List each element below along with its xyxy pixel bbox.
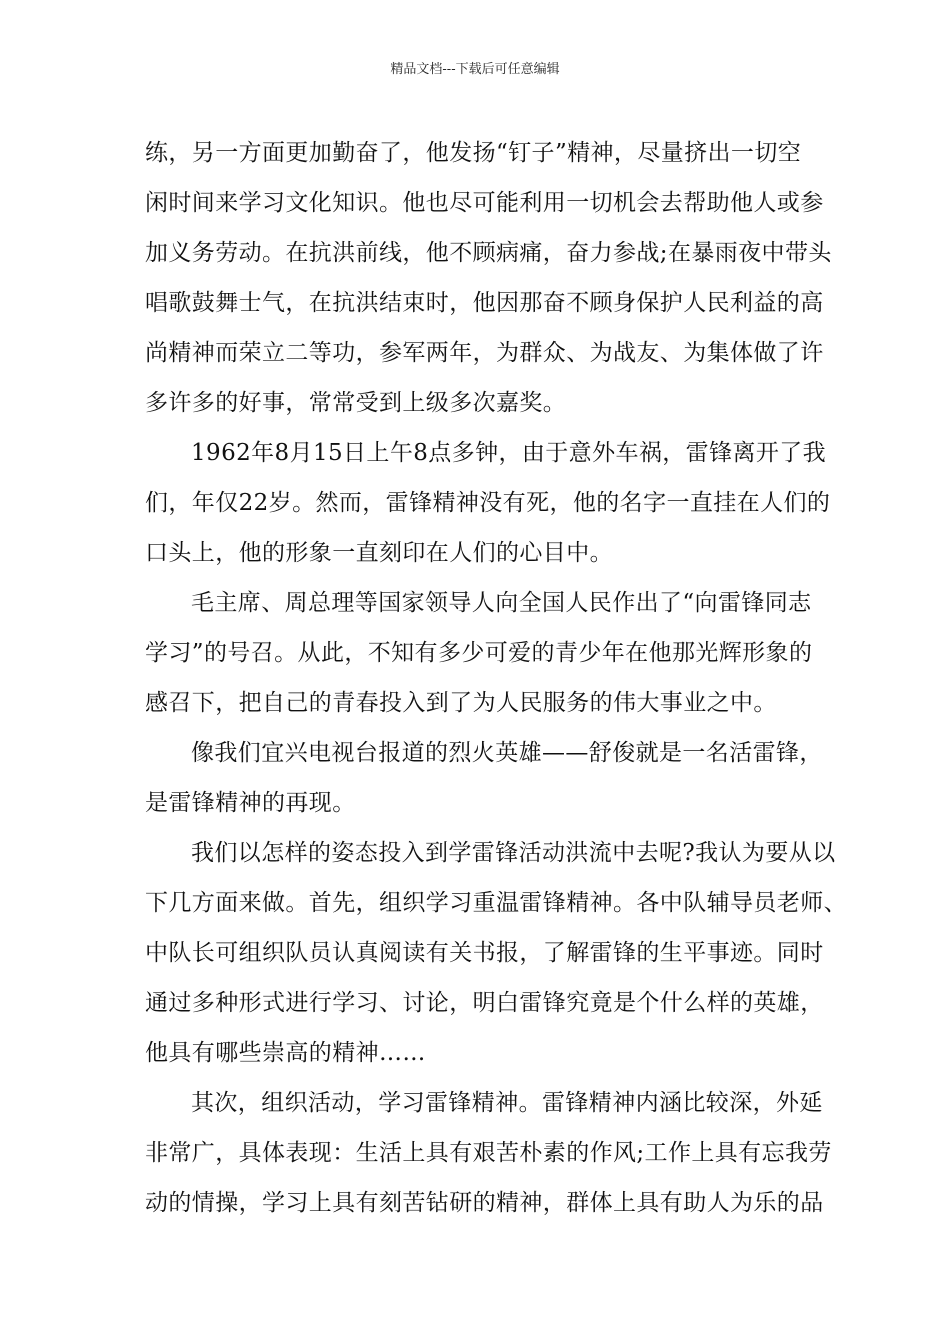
- body-text: [145, 128, 847, 1228]
- text-line: 尚精神而荣立二等功，参军两年，为群众、为战友、为集体做了许: [145, 340, 824, 366]
- text-line: 练，另一方面更加勤奋了，他发扬“钉子”精神，尽量挤出一切空: [145, 140, 802, 166]
- text-line: 是雷锋精神的再现。: [145, 790, 356, 816]
- paragraph-first-line: 毛主席、周总理等国家领导人向全国人民作出了“向雷锋同志: [191, 590, 812, 616]
- paragraph-first-line: 我们以怎样的姿态投入到学雷锋活动洪流中去呢?我认为要从以: [191, 840, 836, 866]
- paragraph-first-line: 1962年8月15日上午8点多钟，由于意外车祸，雷锋离开了我: [191, 440, 827, 466]
- text-line: 非常广，具体表现：生活上具有艰苦朴素的作风;工作上具有忘我劳: [145, 1140, 832, 1166]
- text-line: 多许多的好事，常常受到上级多次嘉奖。: [145, 390, 567, 416]
- paragraph-first-line: 像我们宜兴电视台报道的烈火英雄——舒俊就是一名活雷锋，: [191, 740, 823, 766]
- text-line: 中队长可组织队员认真阅读有关书报，了解雷锋的生平事迹。同时: [145, 940, 824, 966]
- page-header: 精品文档---下载后可任意编辑: [390, 62, 560, 77]
- text-line: 感召下，把自己的青春投入到了为人民服务的伟大事业之中。: [145, 690, 777, 716]
- text-line: 加义务劳动。在抗洪前线，他不顾病痛，奋力参战;在暴雨夜中带头: [145, 240, 832, 266]
- text-line: 们，年仅22岁。然而，雷锋精神没有死，他的名字一直挂在人们的: [145, 490, 831, 516]
- text-line: 他具有哪些崇高的精神……: [145, 1040, 426, 1066]
- text-line: 通过多种形式进行学习、讨论，明白雷锋究竟是个什么样的英雄，: [145, 990, 824, 1016]
- text-line: 动的情操，学习上具有刻苦钻研的精神，群体上具有助人为乐的品: [145, 1190, 824, 1216]
- text-line: 学习”的号召。从此，不知有多少可爱的青少年在他那光辉形象的: [145, 640, 813, 666]
- text-line: 下几方面来做。首先，组织学习重温雷锋精神。各中队辅导员老师、: [145, 890, 847, 916]
- paragraph-first-line: 其次，组织活动，学习雷锋精神。雷锋精神内涵比较深，外延: [191, 1090, 823, 1116]
- text-line: 唱歌鼓舞士气，在抗洪结束时，他因那奋不顾身保护人民利益的高: [145, 290, 824, 316]
- text-line: 口头上，他的形象一直刻印在人们的心目中。: [145, 540, 613, 566]
- text-line: 闲时间来学习文化知识。他也尽可能利用一切机会去帮助他人或参: [145, 190, 824, 216]
